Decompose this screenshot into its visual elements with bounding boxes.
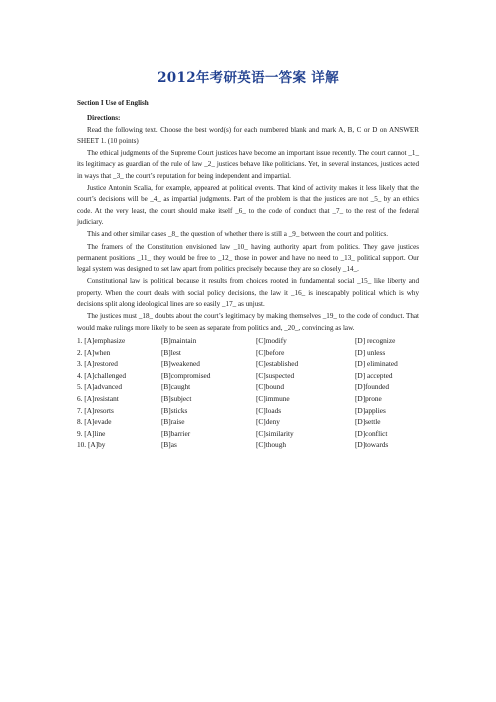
option-b: [B]as xyxy=(161,440,177,450)
answer-row xyxy=(77,393,419,405)
option-c: [C]before xyxy=(256,347,285,357)
paragraph-3: This and other similar cases _8_ the question of whether there is still a _9_ between the court and politics. xyxy=(87,230,389,239)
answer-row xyxy=(77,416,419,428)
answer-row xyxy=(77,381,419,393)
option-b: [B]maintain xyxy=(161,335,197,345)
option-a: 8. [A]evade xyxy=(77,417,112,427)
option-b: [B]raise xyxy=(161,417,185,427)
answer-options xyxy=(77,335,419,451)
option-a: 6. [A]resistant xyxy=(77,393,119,403)
option-d: [D]applies xyxy=(355,405,386,415)
directions-label: Directions: xyxy=(87,114,121,123)
option-c: [C]modify xyxy=(256,335,287,345)
option-c: [C]established xyxy=(256,359,299,369)
option-c: [C]bound xyxy=(256,382,284,392)
option-d: [D]founded xyxy=(355,382,390,392)
option-a: 1. [A]emphasize xyxy=(77,335,126,345)
paragraph-1: The ethical judgments of the Supreme Court justices have become an important issue recently. The court cannot _1_ its legitimacy as guardian of the rule of law _2_ justices behave like politicians. Yet, in several instances, justices acted in ways that _3_ the court’s reputation for being independent and impartial. xyxy=(77,149,419,180)
option-c: [C]deny xyxy=(256,417,280,427)
option-b: [B]compromised xyxy=(161,370,211,380)
answer-row xyxy=(77,439,419,451)
paragraph-6: The justices must _18_ doubts about the court’s legitimacy by making themselves _19_ to the code of conduct. That would make rulings more likely to be seen as separate from politics and, _20_, convincing as law. xyxy=(77,312,419,332)
option-a: 3. [A]restored xyxy=(77,359,118,369)
option-d: [D]towards xyxy=(355,440,389,450)
answer-row xyxy=(77,428,419,440)
option-b: [B]barrier xyxy=(161,428,191,438)
option-a: 7. [A]resorts xyxy=(77,405,114,415)
option-b: [B]subject xyxy=(161,393,192,403)
option-b: [B]weakened xyxy=(161,359,200,369)
page-title: 2012年考研英语一答案 详解 xyxy=(157,70,339,86)
option-a: 10. [A]by xyxy=(77,440,106,450)
option-b: [B]sticks xyxy=(161,405,188,415)
option-c: [C]immune xyxy=(256,393,290,403)
option-a: 5. [A]advanced xyxy=(77,382,122,392)
option-d: [D] accepted xyxy=(355,370,393,380)
answer-row xyxy=(77,335,419,347)
option-d: [D] eliminated xyxy=(355,359,398,369)
directions-text: Read the following text. Choose the best word(s) for each numbered blank and mark A, B, C or D on ANSWER SHEET 1. (10 points) xyxy=(77,125,419,145)
option-b: [B]caught xyxy=(161,382,191,392)
option-d: [D]prone xyxy=(355,393,382,403)
paragraph-2: Justice Antonin Scalia, for example, appeared at political events. That kind of activity makes it less likely that the court’s decisions will be _4_ as impartial judgments. Part of the problem is that the justices are not _5_ by an ethics code. At the very least, the court should make itself _6_ to the code of conduct that _7_ to the rest of the federal judiciary. xyxy=(77,184,419,226)
option-a: 4. [A]challenged xyxy=(77,370,127,380)
paragraph-4: The framers of the Constitution envisioned law _10_ having authority apart from politics. They gave justices permanent positions _11_ they would be free to _12_ those in power and have no need to _13_ political support. Our legal system was designed to set law apart from politics precisely because they are so closely _14_. xyxy=(77,242,419,274)
option-d: [D] recognize xyxy=(355,335,396,345)
answer-row xyxy=(77,358,419,370)
option-c: [C]similarity xyxy=(256,428,294,438)
document-body xyxy=(77,98,419,451)
answer-row xyxy=(77,405,419,417)
answer-row xyxy=(77,370,419,382)
option-c: [C]though xyxy=(256,440,286,450)
option-a: 2. [A]when xyxy=(77,347,111,357)
option-d: [D] unless xyxy=(355,347,386,357)
section-heading: Section I Use of English xyxy=(77,99,149,107)
option-c: [C]loads xyxy=(256,405,282,415)
option-d: [D]conflict xyxy=(355,428,388,438)
answer-row xyxy=(77,347,419,359)
paragraph-5: Constitutional law is political because it results from choices rooted in fundamental social _15_ like liberty and property. When the court deals with social policy decisions, the law it _16_ is inescapably political which is why decisions split along ideological lines are so easily _17_ as unjust. xyxy=(77,277,419,309)
option-d: [D]settle xyxy=(355,417,381,427)
option-c: [C]suspected xyxy=(256,370,295,380)
option-a: 9. [A]line xyxy=(77,428,106,438)
option-b: [B]lest xyxy=(161,347,181,357)
